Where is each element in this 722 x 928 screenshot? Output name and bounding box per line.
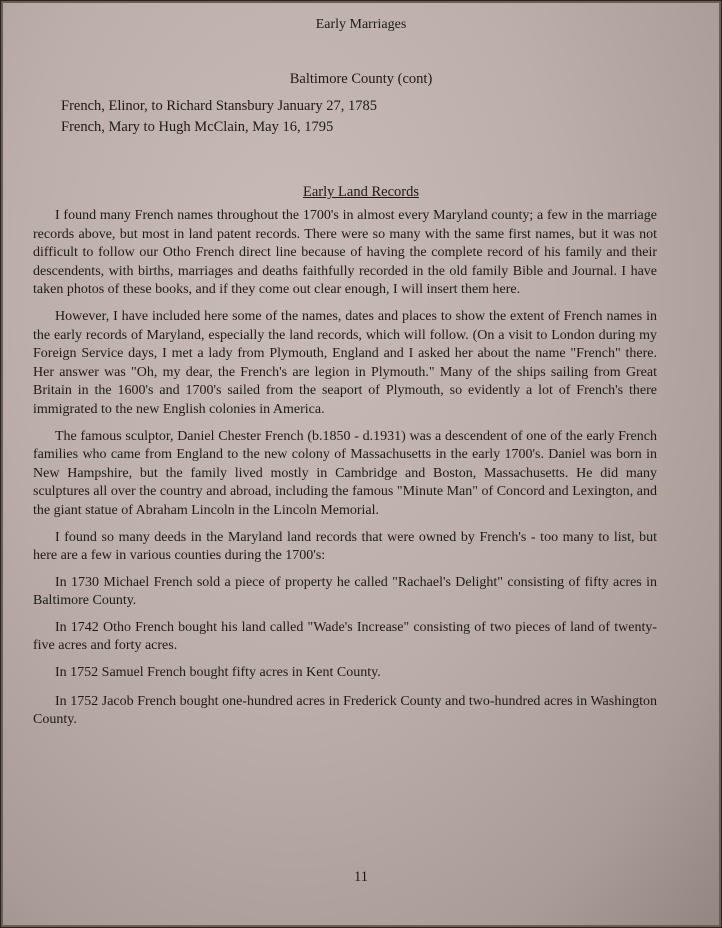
- marriage-entry: French, Elinor, to Richard Stansbury January 27, 1785: [61, 98, 377, 114]
- county-heading: Baltimore County (cont): [289, 71, 433, 87]
- marriage-list: [61, 96, 377, 138]
- paragraph: In 1752 Jacob French bought one-hundred acres in Frederick County and two-hundred acres in Washington County.: [33, 693, 657, 728]
- paragraph: I found many French names throughout the 1700's in almost every Maryland county; a few in the marriage records above, but most in land patent records. There were so many with the same first names, but it was not difficult to follow our Otho French direct line because of having the complete record of his family and their descendents, with births, marriages and deaths faithfully recorded in the old family Bible and Journal. I have taken photos of these books, and if they come out clear enough, I will insert them here.: [33, 208, 657, 298]
- paragraph: However, I have included here some of the names, dates and places to show the extent of French names in the early records of Maryland, especially the land records, which will follow. (On a visit to London during my Foreign Service days, I met a lady from Plymouth, England and I asked her about the name "French" there. Her answer was "Oh, my dear, the French's are legion in Plymouth." Many of the ships sailing from Great Britain in the 1600's and 1700's sailed from the seaport of Plymouth, so evidently a lot of French's there immigrated to the new English colonies in America.: [33, 308, 657, 417]
- page-number: 11: [354, 869, 368, 885]
- paragraph: In 1752 Samuel French bought fifty acres in Kent County.: [55, 665, 381, 681]
- document-page: [3, 3, 719, 925]
- paragraph: I found so many deeds in the Maryland land records that were owned by French's - too many to list, but here are a few in various counties during the 1700's:: [33, 529, 657, 564]
- paragraph: The famous sculptor, Daniel Chester French (b.1850 - d.1931) was a descendent of one of the early French families who came from England to the new colony of Massachusetts in the early 1700's. Daniel was born in New Hampshire, but the family lived mostly in Cambridge and Boston, Massachusetts. He did many sculptures all over the country and abroad, including the famous "Minute Man" of Concord and Lexington, and the giant statue of Abraham Lincoln in the Lincoln Memorial.: [33, 428, 657, 518]
- paragraph: In 1742 Otho French bought his land called "Wade's Increase" consisting of two pieces of land of twenty-five acres and forty acres.: [33, 619, 657, 654]
- running-head: Early Marriages: [315, 17, 407, 32]
- body-text: [33, 207, 657, 738]
- marriage-entry: French, Mary to Hugh McClain, May 16, 1795: [61, 119, 334, 135]
- section-heading: Early Land Records: [303, 184, 419, 200]
- paragraph: In 1730 Michael French sold a piece of property he called "Rachael's Delight" consisting of fifty acres in Baltimore County.: [33, 574, 657, 609]
